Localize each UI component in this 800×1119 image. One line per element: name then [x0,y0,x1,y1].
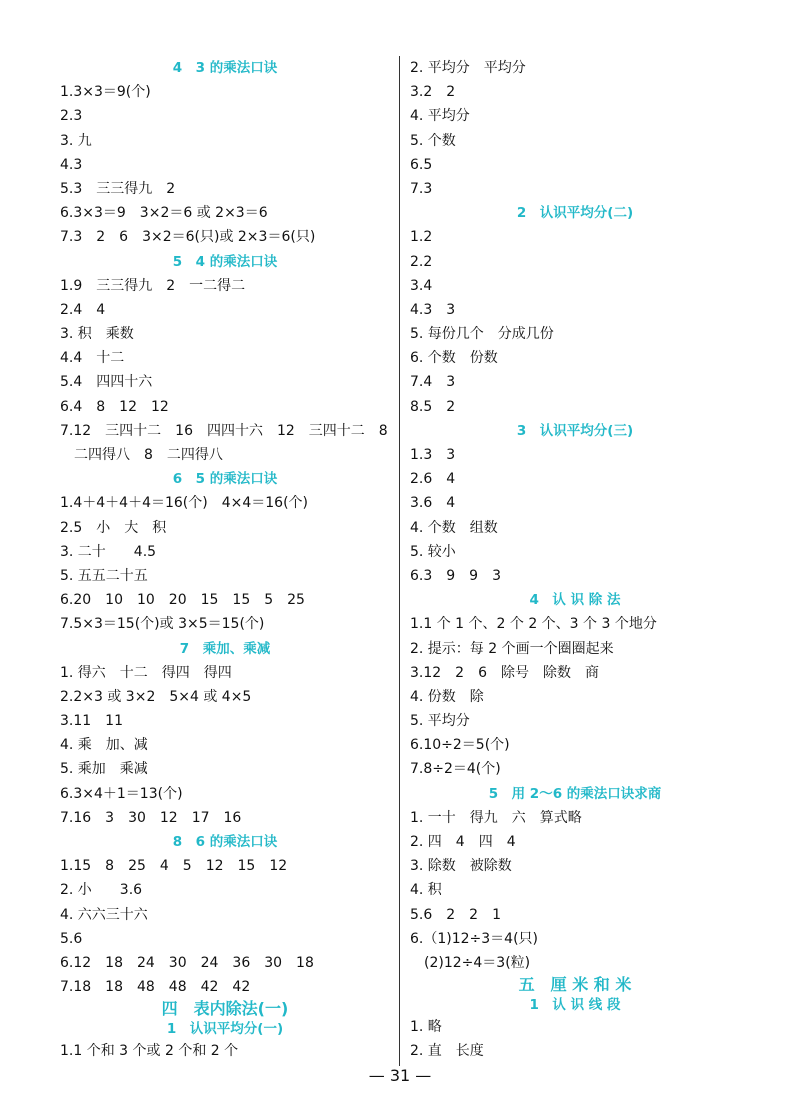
answer-line: 6.10÷2＝5(个) [410,737,510,754]
answer-line: 1. 得六 十二 得四 得四 [60,664,232,681]
answer-line: 3.11 11 [60,713,123,730]
answer-line: 2.6 4 [410,471,456,488]
answer-line: 5.4 四四十六 [60,374,153,391]
answer-line: 6.3 9 9 3 [410,567,501,584]
section-heading: 4 认 识 除 法 [529,592,621,609]
answer-line: 2.2×3 或 3×2 5×4 或 4×5 [60,688,252,705]
answer-line: 2.4 4 [60,301,106,318]
answer-line: 3.12 2 6 除号 除数 商 [410,664,599,681]
answer-line: 二四得八 8 二四得八 [74,447,223,463]
right-answer-column [410,56,740,1064]
answer-line: 3. 二十 4.5 [60,543,157,560]
answer-line: 4. 乘 加、减 [60,737,148,754]
answer-line: 4. 六六三十六 [60,906,148,923]
answer-line: 7.18 18 48 48 42 42 [60,979,251,996]
answer-line: 1.4＋4＋4＋4＝16(个) 4×4＝16(个) [60,495,309,512]
answer-line: 3.2 2 [410,84,456,101]
answer-line: 1.15 8 25 4 5 12 15 12 [60,858,288,875]
section-heading: 3 认识平均分(三) [516,422,634,439]
answer-line: 4.4 十二 [60,350,125,367]
left-answer-column [60,56,390,1064]
answer-line: 1. 一十 得九 六 算式略 [410,809,582,826]
answer-line: 4. 个数 组数 [410,519,498,536]
answer-line: 6.（1)12÷3＝4(只) [410,930,539,947]
answer-line: 3. 除数 被除数 [410,858,512,875]
section-heading: 2 认识平均分(二) [516,205,634,222]
answer-line: 6.12 18 24 30 24 36 30 18 [60,954,314,971]
answer-line: 3. 积 乘数 [60,326,134,343]
section-heading: 1 认识平均分(一) [166,1021,284,1038]
answer-line: 1.1 个 1 个、2 个 2 个、3 个 3 个地分 [410,616,657,633]
answer-line: 6.3×3＝9 3×2＝6 或 2×3＝6 [60,205,268,222]
answer-line: 7.16 3 30 12 17 16 [60,809,242,826]
answer-line: 1.9 三三得九 2 一二得二 [60,277,246,294]
answer-line: 4.3 [60,156,83,173]
answer-line: 2. 平均分 平均分 [410,60,526,76]
answer-line: 1.2 [410,229,433,246]
section-heading: 5 4 的乘法口诀 [172,253,278,270]
answer-line: 7.8÷2＝4(个) [410,761,501,778]
answer-line: 2. 小 3.6 [60,882,143,899]
answer-line: 5.3 三三得九 2 [60,180,176,197]
answer-line: 1.3×3＝9(个) [60,84,151,101]
answer-line: 5. 个数 [410,132,456,149]
answer-line: 4. 积 [410,882,442,899]
answer-line: 7.4 3 [410,374,456,391]
answer-line: 6. 个数 份数 [410,350,498,367]
answer-line: 1. 略 [410,1019,442,1036]
answer-line: 5.6 [60,930,83,947]
answer-line: 4. 平均分 [410,108,470,125]
answer-line: 6.4 8 12 12 [60,398,169,415]
answer-line: 7.5×3＝15(个)或 3×5＝15(个) [60,616,265,633]
section-heading: 7 乘加、乘减 [179,640,271,657]
answer-line: 5.6 2 2 1 [410,906,501,923]
answer-line: 2.3 [60,108,83,125]
answer-line: 6.5 [410,156,433,173]
answer-line: 3.6 4 [410,495,456,512]
answer-line: 5. 乘加 乘减 [60,761,148,778]
unit-heading: 五 厘 米 和 米 [518,975,632,995]
answer-line: 2.2 [410,253,433,270]
column-divider [399,56,400,1066]
answer-line: 5. 较小 [410,543,456,560]
answer-line: 6.3×4＋1＝13(个) [60,785,183,802]
answer-line: 6.20 10 10 20 15 15 5 25 [60,592,305,609]
answer-line: 2.5 小 大 积 [60,519,167,536]
answer-line: 1.1 个和 3 个或 2 个和 2 个 [60,1043,239,1060]
answer-line: 5. 五五二十五 [60,567,148,584]
answer-line: 2. 提示：每 2 个画一个圈圈起来 [410,640,614,657]
answer-line: 8.5 2 [410,398,456,415]
answer-line: 7.3 2 6 3×2＝6(只)或 2×3＝6(只) [60,229,316,246]
section-heading: 4 3 的乘法口诀 [172,60,278,76]
answer-line: 5. 每份几个 分成几份 [410,326,554,343]
answer-line: 1.3 3 [410,447,456,463]
answer-line: 4. 份数 除 [410,688,484,705]
page-number: — 31 — [368,1066,432,1085]
answer-line: 3. 九 [60,132,92,149]
answer-line: (2)12÷4＝3(粒) [424,954,531,971]
answer-line: 7.3 [410,180,433,197]
section-heading: 5 用 2～6 的乘法口诀求商 [488,785,662,802]
section-heading: 8 6 的乘法口诀 [172,834,278,850]
answer-line: 2. 四 4 四 4 [410,834,516,850]
answer-line: 7.12 三四十二 16 四四十六 12 三四十二 8 [60,422,388,439]
unit-heading: 四 表内除法(一) [161,999,289,1019]
answer-line: 2. 直 长度 [410,1043,484,1060]
section-heading: 1 认 识 线 段 [529,997,621,1014]
answer-line: 3.4 [410,277,433,294]
section-heading: 6 5 的乘法口诀 [172,471,278,488]
answer-line: 5. 平均分 [410,713,470,730]
answer-line: 4.3 3 [410,301,456,318]
